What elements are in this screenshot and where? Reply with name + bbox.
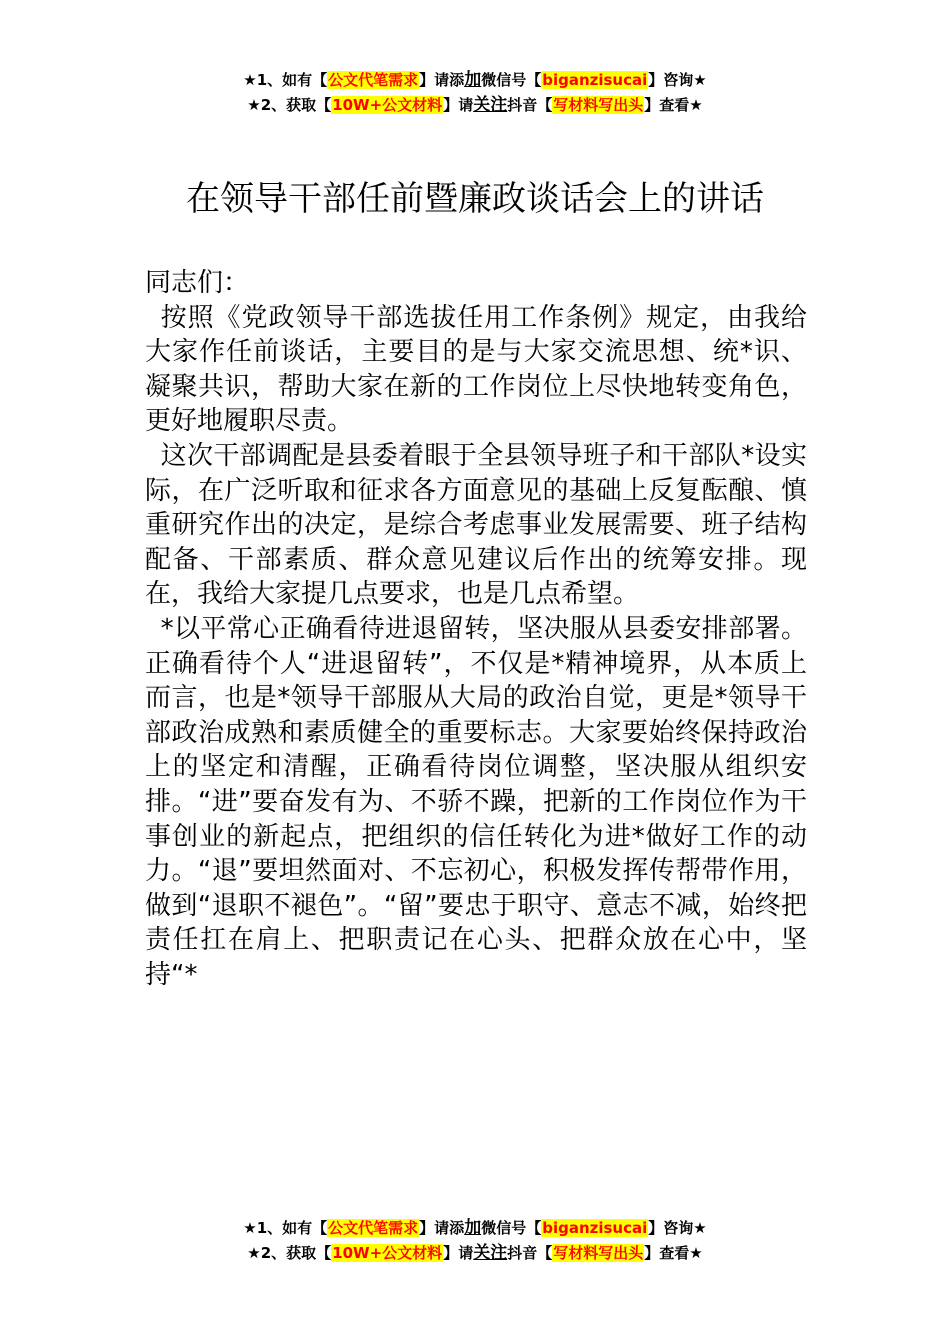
- banner-text: 】请: [443, 1244, 474, 1262]
- banner-text: 】咨询★: [648, 1219, 707, 1237]
- banner-emphasis: 关注: [473, 1243, 508, 1263]
- banner-highlight: biganzisucai: [542, 71, 648, 89]
- document-title: 在领导干部任前暨廉政谈话会上的讲话: [186, 179, 764, 219]
- greeting: 同志们：: [145, 268, 250, 298]
- paragraph: 按照《党政领导干部选拔任用工作条例》规定，由我给大家作任前谈话，主要目的是与大家交流思想、统*识、凝聚共识，帮助大家在新的工作岗位上尽快地转变角色，更好地履职尽责。: [145, 302, 807, 437]
- banner-text: ★1、如有【: [243, 71, 328, 89]
- banner-text: ★2、获取【: [247, 96, 332, 114]
- banner-text: ★1、如有【: [243, 1219, 328, 1237]
- banner-highlight: 10W+公文材料: [332, 96, 443, 114]
- paragraph: *以平常心正确看待进退留转，坚决服从县委安排部署。正确看待个人“进退留转”，不仅是*精神境界，从本质上而言，也是*领导干部服从大局的政治自觉，更是*领导干部政治成熟和素质健全的重要标志。大家要始终保持政治上的坚定和清醒，正确看待岗位调整，坚决服从组织安排。“进”要奋发有为、不骄不躁，把新的工作岗位作为干事创业的新起点，把组织的信任转化为进*做好工作的动力。“退”要坦然面对、不忘初心，积极发挥传帮带作用，做到“退职不褪色”。“留”要忠于职守、意志不减，始终把责任扛在肩上、把职责记在心头、把群众放在心中，坚持“*: [145, 613, 807, 990]
- banner-highlight: biganzisucai: [542, 1219, 648, 1237]
- banner-emphasis: 加: [464, 1218, 482, 1238]
- banner-text: 微信号【: [481, 1219, 542, 1237]
- banner-text: 】请添: [419, 1219, 465, 1237]
- document-body: [145, 266, 807, 992]
- banner-highlight: 10W+公文材料: [332, 1244, 443, 1262]
- footer-banner: [0, 1216, 950, 1266]
- banner-line-1: [0, 68, 950, 93]
- banner-highlight: 公文代笔需求: [328, 71, 419, 89]
- paragraph: 这次干部调配是县委着眼于全县领导班子和干部队*设实际，在广泛听取和征求各方面意见的基础上反复酝酿、慎重研究作出的决定，是综合考虑事业发展需要、班子结构配备、干部素质、群众意见建议后作出的统筹安排。现在，我给大家提几点要求，也是几点希望。: [145, 440, 807, 610]
- banner-text: ★2、获取【: [247, 1244, 332, 1262]
- banner-line-2: [0, 93, 950, 118]
- banner-emphasis: 加: [464, 70, 482, 90]
- banner-text: 】查看★: [644, 1244, 703, 1262]
- banner-text: 抖音【: [507, 96, 553, 114]
- banner-highlight: 写材料写出头: [553, 96, 644, 114]
- banner-text: 抖音【: [507, 1244, 553, 1262]
- banner-text: 】请添: [419, 71, 465, 89]
- banner-emphasis: 关注: [473, 95, 508, 115]
- banner-text: 微信号【: [481, 71, 542, 89]
- banner-highlight: 写材料写出头: [553, 1244, 644, 1262]
- header-banner: [0, 68, 950, 118]
- banner-highlight: 公文代笔需求: [328, 1219, 419, 1237]
- banner-text: 】查看★: [644, 96, 703, 114]
- banner-line-1: [0, 1216, 950, 1241]
- banner-line-2: [0, 1241, 950, 1266]
- banner-text: 】请: [443, 96, 474, 114]
- banner-text: 】咨询★: [648, 71, 707, 89]
